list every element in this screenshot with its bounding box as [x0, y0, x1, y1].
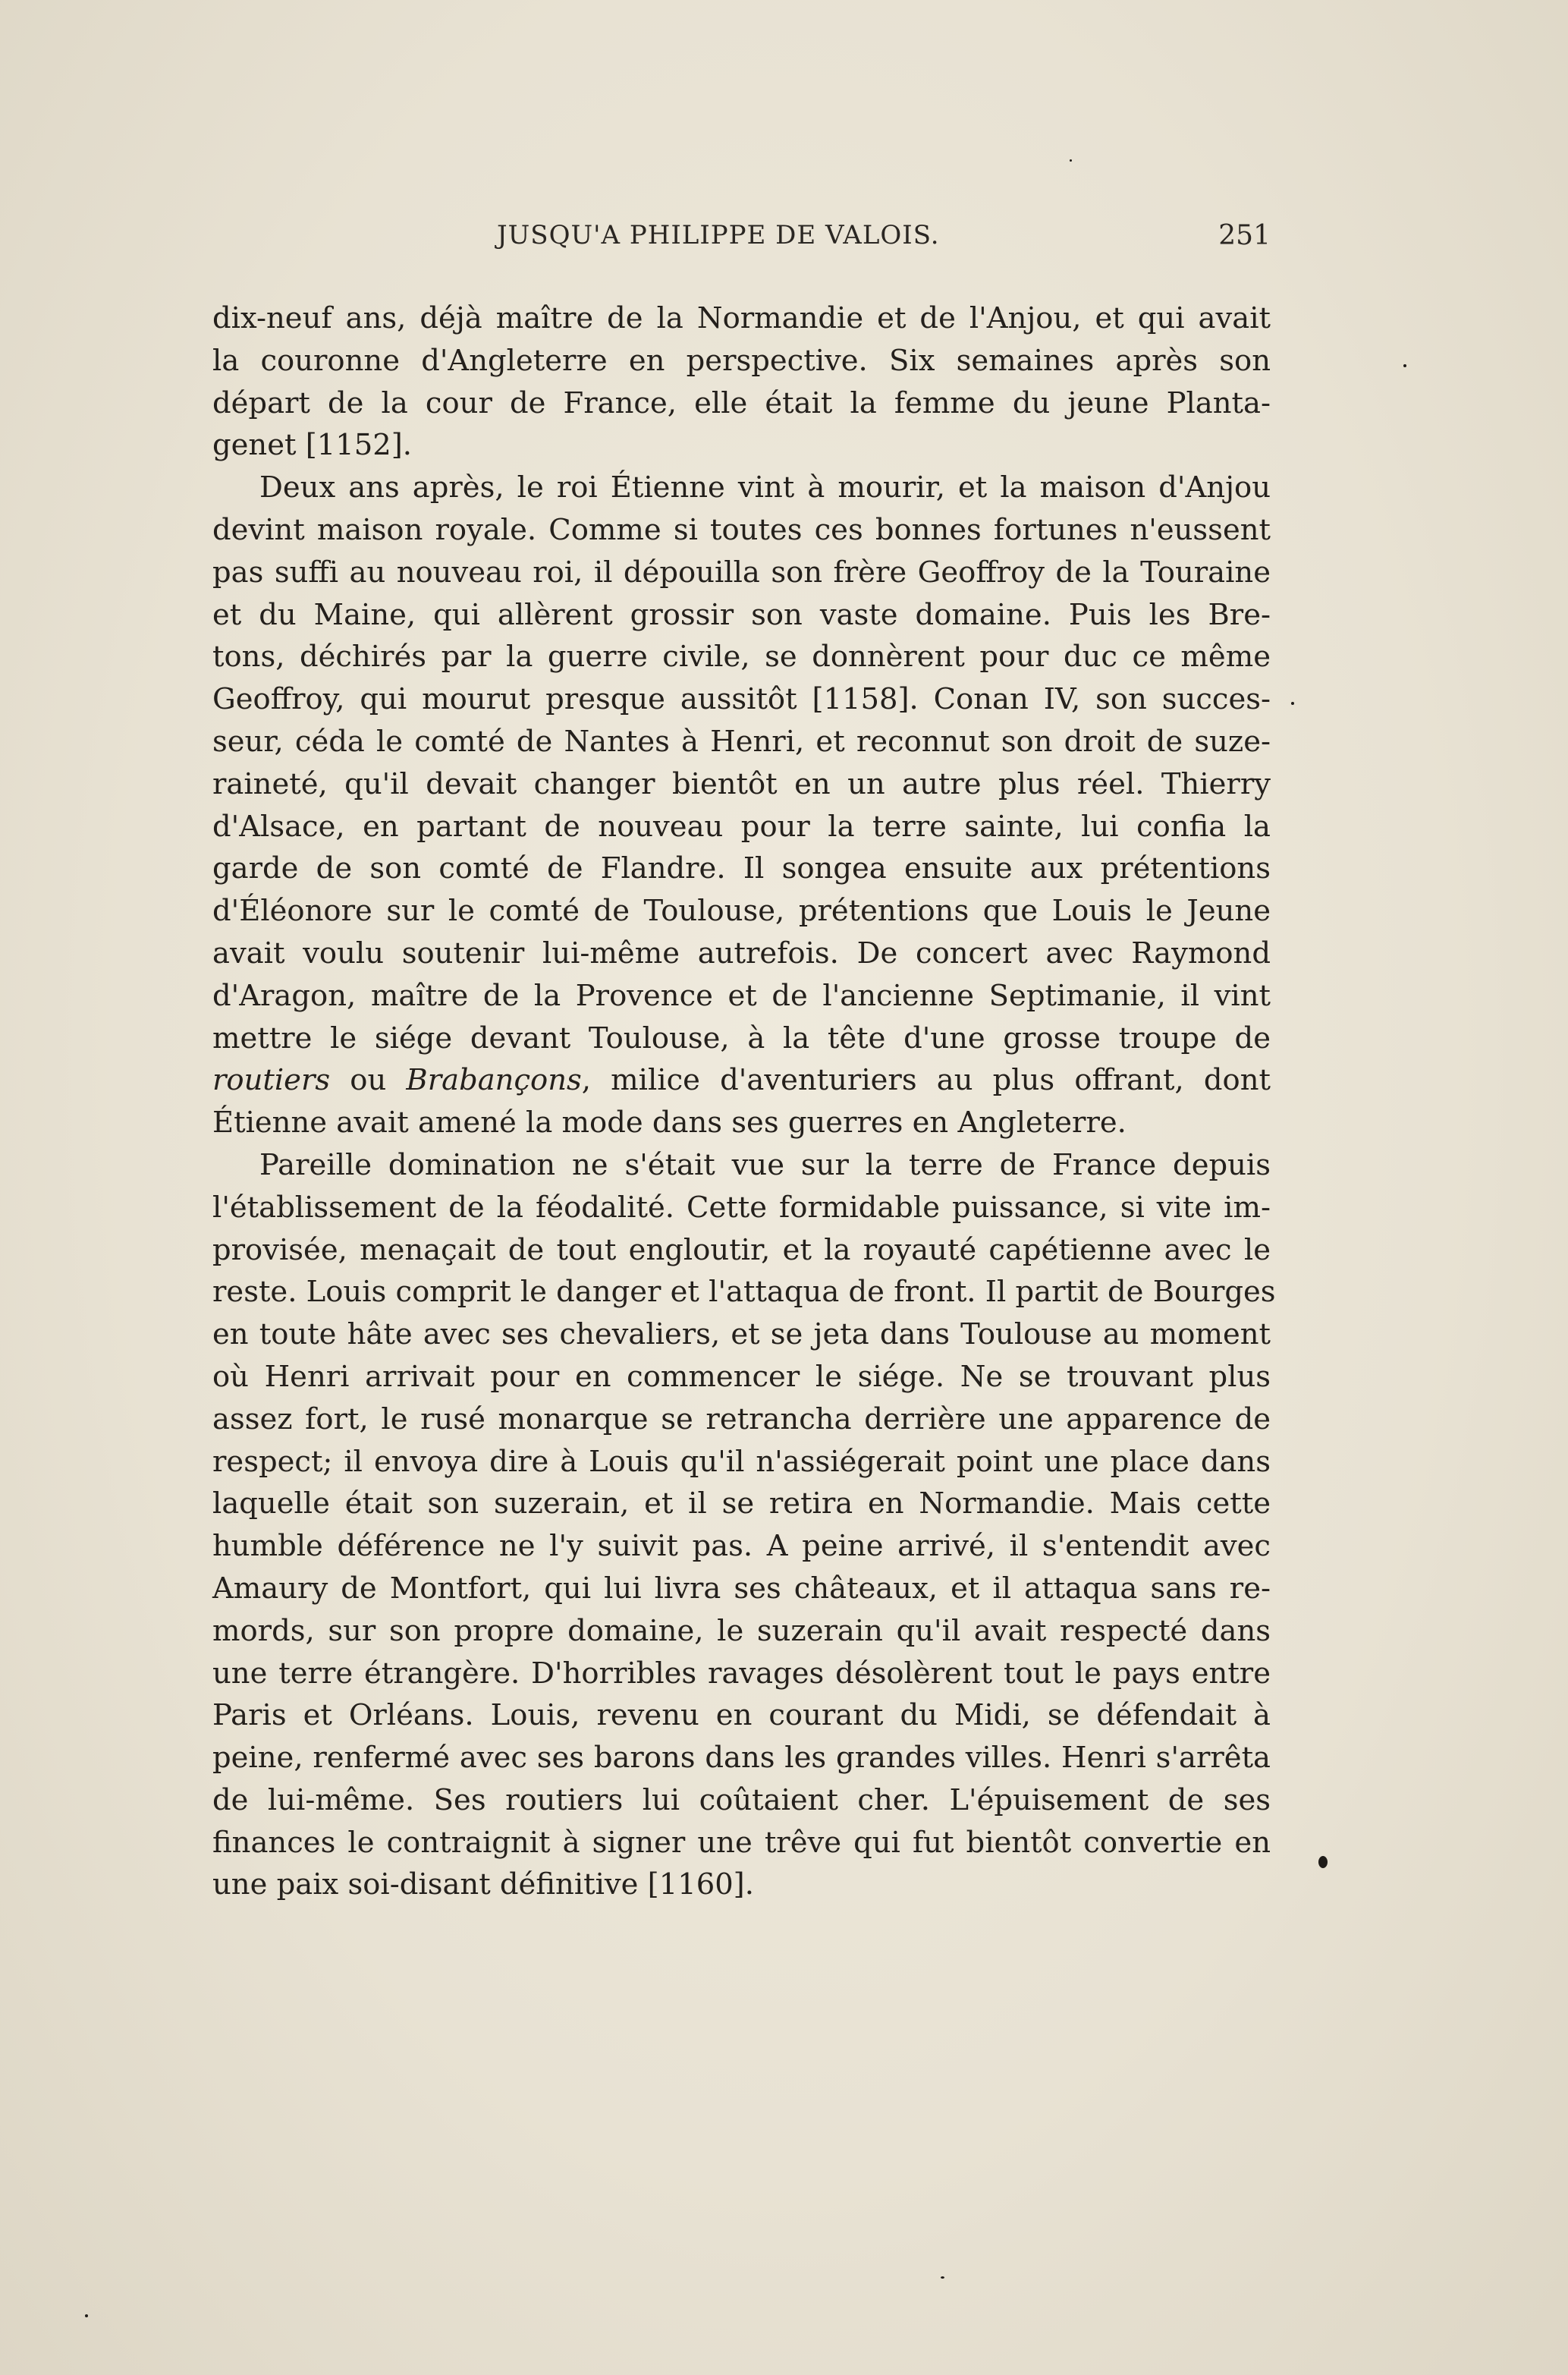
text-line: Geoffroy, qui mourut presque aussitôt [1158]. Conan IV, son succes-: [212, 682, 1271, 717]
page-header: [212, 220, 1271, 266]
page-number: 251: [1218, 220, 1271, 251]
text-line: raineté, qu'il devait changer bientôt en un autre plus réel. Thierry: [212, 766, 1271, 801]
text-line: l'établissement de la féodalité. Cette formidable puissance, si vite im-: [212, 1190, 1271, 1225]
text-line: avait voulu soutenir lui-même autrefois. De concert avec Raymond: [212, 936, 1271, 970]
running-title: JUSQU'A PHILIPPE DE VALOIS.: [497, 220, 940, 250]
inline-text: , milice d'aventuriers au plus offrant, dont: [581, 1063, 1271, 1098]
text-line: Amaury de Montfort, qui lui livra ses châteaux, et il attaqua sans re-: [212, 1571, 1271, 1606]
text-line: et du Maine, qui allèrent grossir son vaste domaine. Puis les Bre-: [212, 597, 1271, 632]
paragraph-3: [212, 1144, 1276, 1906]
text-line: laquelle était son suzerain, et il se retira en Normandie. Mais cette: [212, 1486, 1271, 1521]
text-line: tons, déchirés par la guerre civile, se donnèrent pour duc ce même: [212, 640, 1271, 675]
text-line: départ de la cour de France, elle était la femme du jeune Planta-: [212, 385, 1271, 420]
text-line: finances le contraignit à signer une trêve qui fut bientôt convertie en: [212, 1825, 1271, 1860]
ink-speck: [85, 2314, 88, 2317]
ink-speck: [1070, 159, 1072, 162]
body-text: [212, 297, 1276, 1906]
text-line: devint maison royale. Comme si toutes ces bonnes fortunes n'eussent: [212, 512, 1271, 547]
text-line: garde de son comté de Flandre. Il songea ensuite aux prétentions: [212, 851, 1271, 886]
ink-speck: [1318, 1856, 1328, 1868]
ink-speck: [1291, 702, 1294, 705]
text-line: provisée, menaçait de tout engloutir, et la royauté capétienne avec le: [212, 1232, 1271, 1267]
italic-term: routiers: [212, 1063, 331, 1098]
text-line: respect; il envoya dire à Louis qu'il n'assiégerait point une place dans: [212, 1444, 1271, 1479]
text-line: Paris et Orléans. Louis, revenu en courant du Midi, se défendait à: [212, 1698, 1271, 1733]
text-line: Pareille domination ne s'était vue sur la terre de France depuis: [259, 1147, 1271, 1182]
text-line-italic: [212, 1059, 1271, 1102]
text-line: une paix soi-disant définitive [1160].: [212, 1867, 754, 1902]
ink-speck: [941, 2276, 944, 2279]
text-line: humble déférence ne l'y suivit pas. A peine arrivé, il s'entendit avec: [212, 1529, 1271, 1564]
text-line: genet [1152].: [212, 428, 412, 463]
text-line: d'Aragon, maître de la Provence et de l'ancienne Septimanie, il vint: [212, 978, 1271, 1013]
text-line: peine, renfermé avec ses barons dans les grandes villes. Henri s'arrêta: [212, 1741, 1271, 1776]
ink-speck: [1403, 364, 1406, 367]
text-line: une terre étrangère. D'horribles ravages désolèrent tout le pays entre: [212, 1656, 1271, 1691]
text-line: pas suffi au nouveau roi, il dépouilla son frère Geoffroy de la Touraine: [212, 555, 1271, 590]
text-line: reste. Louis comprit le danger et l'attaqua de front. Il partit de Bourges: [212, 1275, 1276, 1310]
italic-term: Brabançons: [406, 1063, 582, 1098]
paragraph-2: [212, 467, 1271, 1144]
text-line: d'Alsace, en partant de nouveau pour la terre sainte, lui confia la: [212, 809, 1271, 844]
text-line: où Henri arrivait pour en commencer le siége. Ne se trouvant plus: [212, 1359, 1271, 1394]
text-line: dix-neuf ans, déjà maître de la Normandie et de l'Anjou, et qui avait: [212, 301, 1271, 335]
text-line: seur, céda le comté de Nantes à Henri, et reconnut son droit de suze-: [212, 724, 1271, 759]
text-line: mords, sur son propre domaine, le suzerain qu'il avait respecté dans: [212, 1613, 1271, 1648]
text-line: de lui-même. Ses routiers lui coûtaient cher. L'épuisement de ses: [212, 1782, 1271, 1817]
text-line: mettre le siége devant Toulouse, à la tête d'une grosse troupe de: [212, 1021, 1271, 1055]
text-line: assez fort, le rusé monarque se retrancha derrière une apparence de: [212, 1401, 1271, 1436]
text-line: d'Éléonore sur le comté de Toulouse, prétentions que Louis le Jeune: [212, 894, 1271, 929]
text-line: Deux ans après, le roi Étienne vint à mourir, et la maison d'Anjou: [259, 470, 1271, 505]
text-line: la couronne d'Angleterre en perspective. Six semaines après son: [212, 343, 1271, 378]
text-line: Étienne avait amené la mode dans ses guerres en Angleterre.: [212, 1106, 1127, 1140]
paragraph-1: [212, 297, 1271, 467]
text-line: en toute hâte avec ses chevaliers, et se jeta dans Toulouse au moment: [212, 1317, 1271, 1352]
inline-text: ou: [330, 1063, 407, 1098]
